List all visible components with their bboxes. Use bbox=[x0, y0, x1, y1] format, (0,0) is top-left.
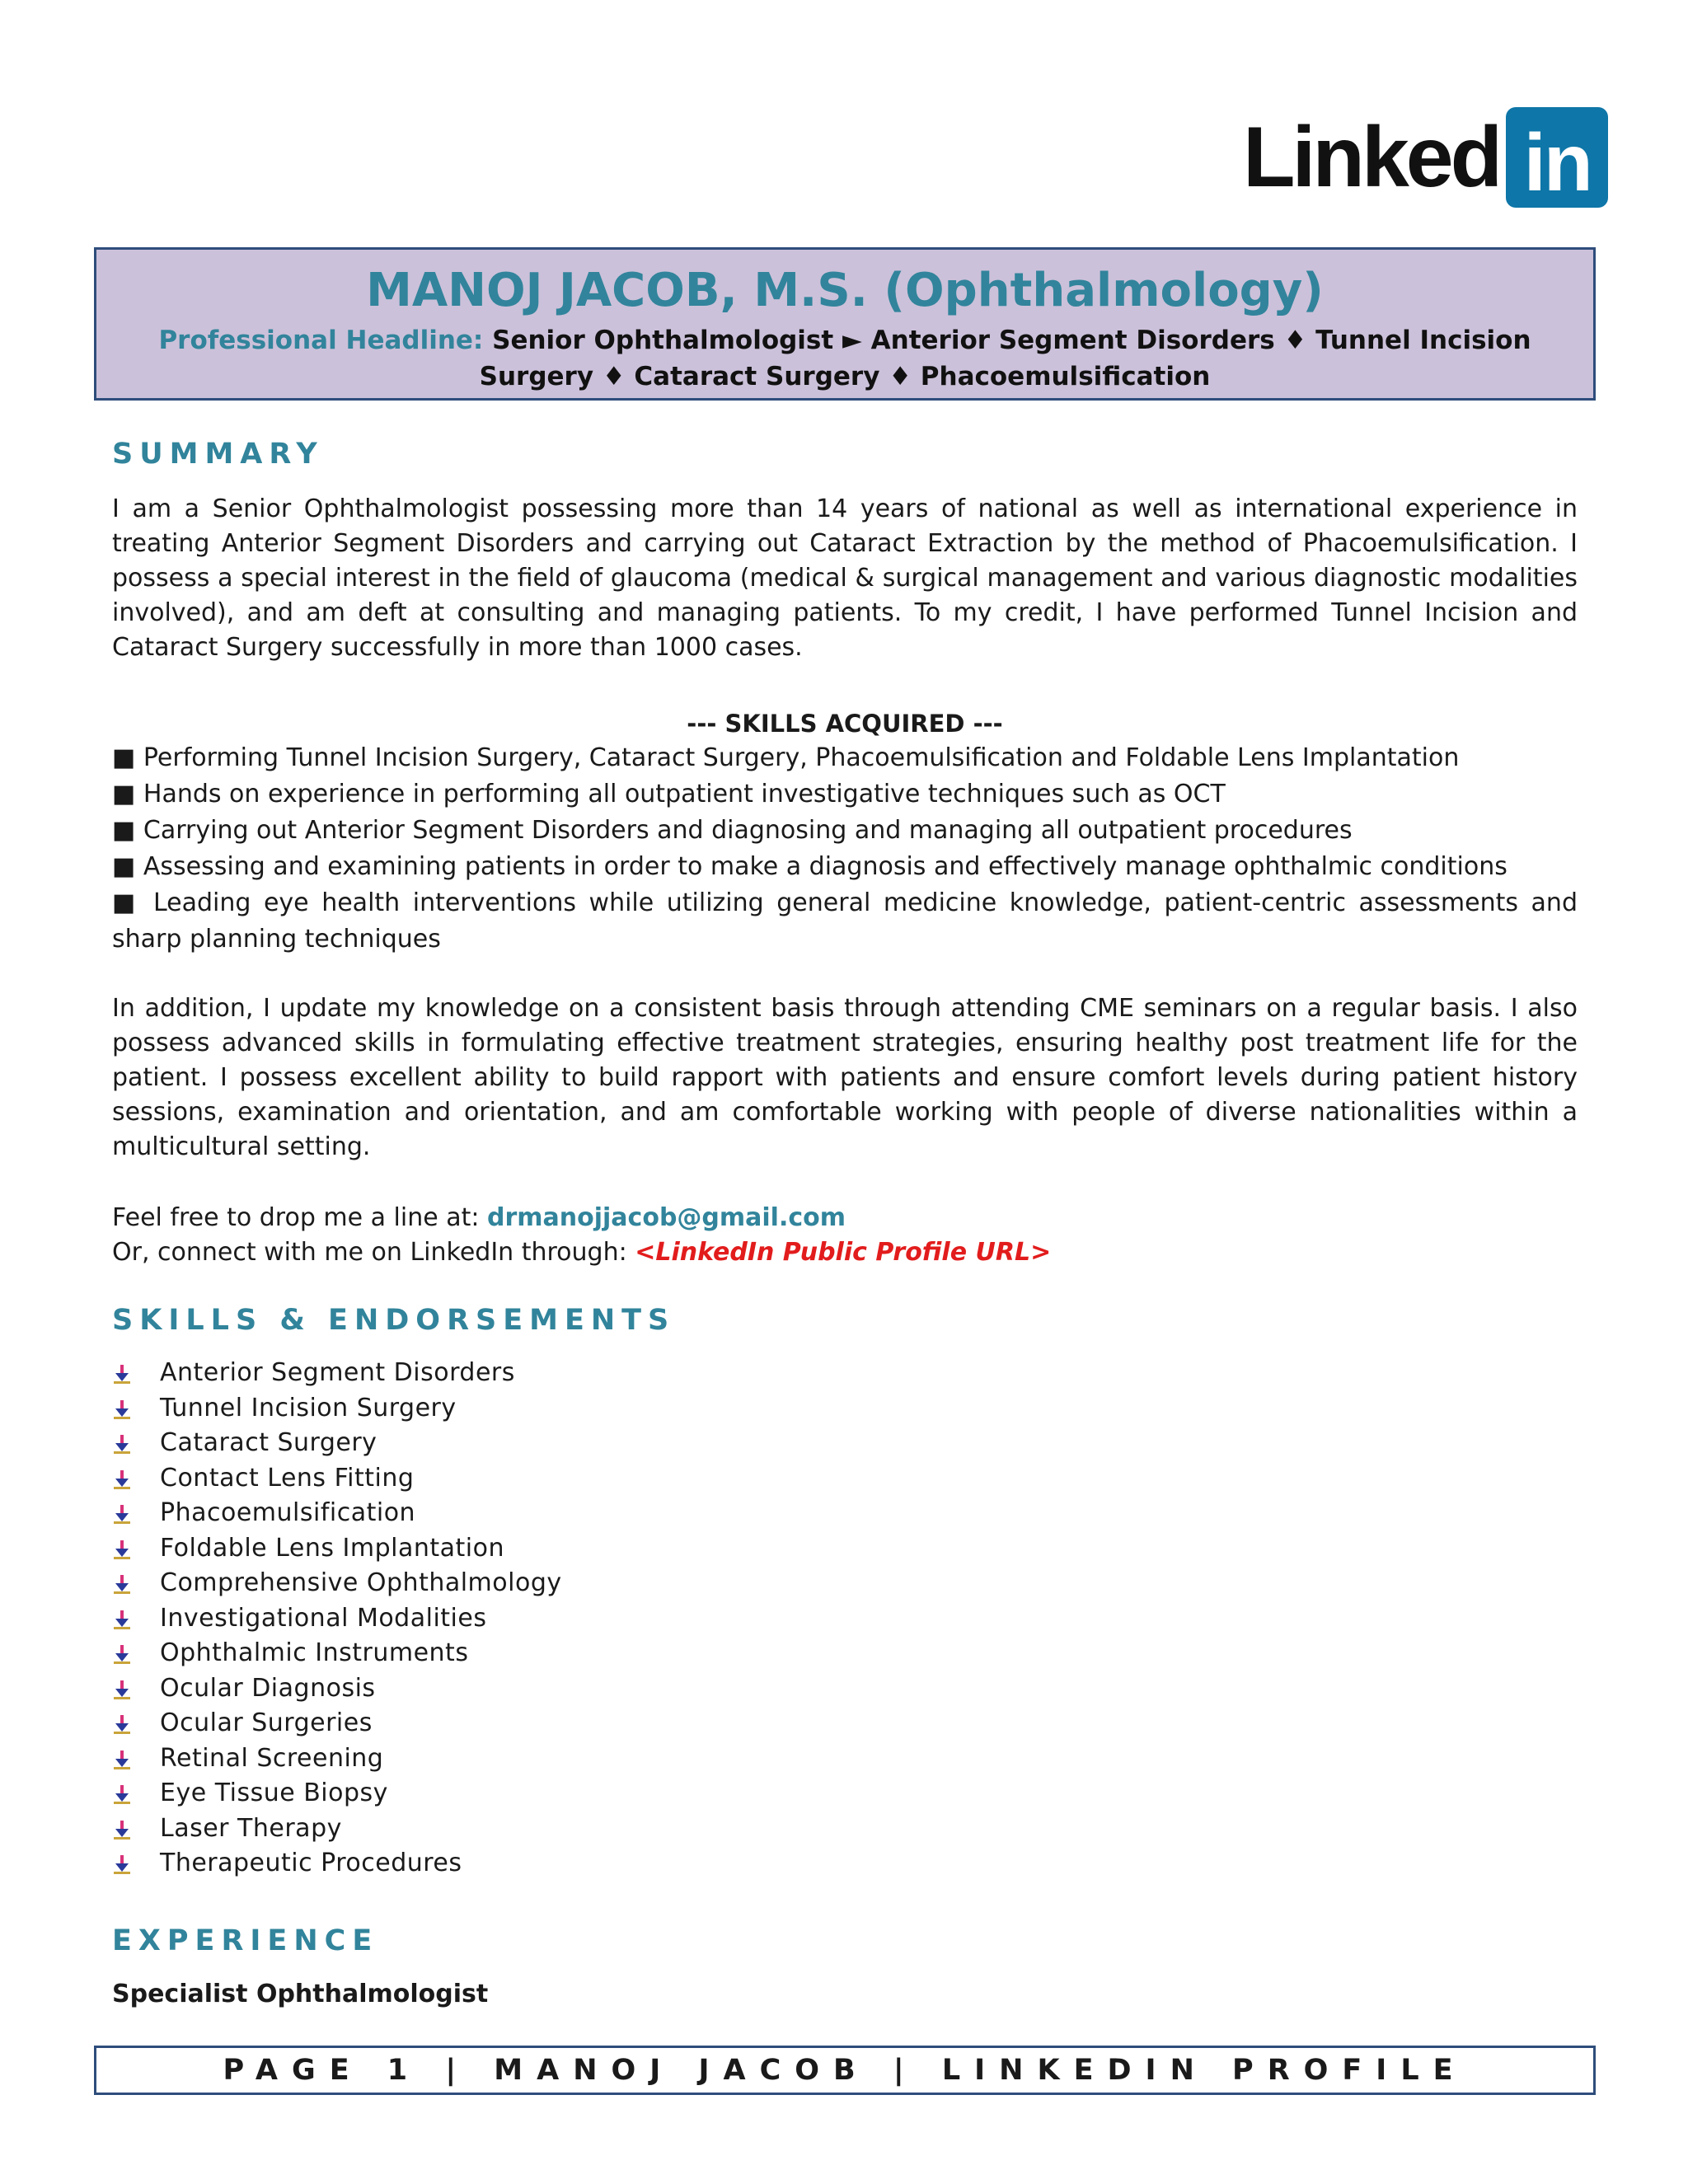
contact-linkedin-prefix: Or, connect with me on LinkedIn through: bbox=[112, 1238, 635, 1267]
contact-linkedin-line bbox=[112, 1235, 1051, 1270]
page-footer: PAGE 1 | MANOJ JACOB | LINKEDIN PROFILE bbox=[94, 2046, 1596, 2095]
arrow-down-bullet-icon bbox=[112, 1677, 132, 1700]
arrow-down-bullet-icon bbox=[112, 1537, 132, 1560]
skill-item bbox=[112, 1741, 562, 1777]
skill-label: Foldable Lens Implantation bbox=[160, 1533, 504, 1563]
skill-label: Laser Therapy bbox=[160, 1813, 342, 1843]
headline-label: Professional Headline: bbox=[158, 326, 484, 355]
summary-heading: SUMMARY bbox=[112, 438, 324, 471]
skills-endorsements-heading: SKILLS & ENDORSEMENTS bbox=[112, 1304, 676, 1337]
skill-item bbox=[112, 1706, 562, 1741]
email-link[interactable]: drmanojjacob@gmail.com bbox=[487, 1203, 846, 1232]
skill-label: Investigational Modalities bbox=[160, 1603, 487, 1633]
profile-header bbox=[94, 247, 1596, 401]
skill-label: Tunnel Incision Surgery bbox=[160, 1393, 457, 1422]
arrow-down-bullet-icon bbox=[112, 1502, 132, 1525]
skill-label: Ophthalmic Instruments bbox=[160, 1638, 469, 1667]
job-title: Specialist Ophthalmologist bbox=[112, 1980, 489, 2008]
skill-item bbox=[112, 1461, 562, 1497]
skill-item bbox=[112, 1671, 562, 1707]
arrow-down-bullet-icon bbox=[112, 1782, 132, 1805]
skill-label: Contact Lens Fitting bbox=[160, 1463, 415, 1493]
summary-paragraph-1: I am a Senior Ophthalmologist possessing more than 14 years of national as well as international experience in treating Anterior Segment Disorders and carrying out Cataract Extraction by the method of Phacoemulsification. I possess a special interest in the field of glaucoma (medical & surgical management and various diagnostic modalities involved), and am deft at consulting and managing patients. To my credit, I have performed Tunnel Incision and Cataract Surgery successfully in more than 1000 cases. bbox=[112, 494, 1578, 662]
arrow-down-bullet-icon bbox=[112, 1467, 132, 1490]
skill-label: Therapeutic Procedures bbox=[160, 1849, 462, 1877]
skills-acquired-title: --- SKILLS ACQUIRED --- bbox=[687, 710, 1003, 738]
skill-item bbox=[112, 1566, 562, 1601]
profile-name: MANOJ JACOB, M.S. (Ophthalmology) bbox=[366, 264, 1324, 317]
skill-item bbox=[112, 1636, 562, 1671]
contact-block bbox=[112, 1201, 1051, 1270]
arrow-down-bullet-icon bbox=[112, 1712, 132, 1735]
skill-item bbox=[112, 1846, 562, 1882]
contact-email-prefix: Feel free to drop me a line at: bbox=[112, 1203, 487, 1232]
experience-heading: EXPERIENCE bbox=[112, 1924, 379, 1957]
skill-item bbox=[112, 1601, 562, 1637]
skill-item bbox=[112, 1776, 562, 1811]
contact-email-line bbox=[112, 1201, 1051, 1235]
skill-label: Ocular Surgeries bbox=[160, 1708, 373, 1737]
skill-label: Phacoemulsification bbox=[160, 1498, 416, 1527]
logo-wordmark: Linked bbox=[1243, 110, 1500, 205]
skills-endorsements-list bbox=[112, 1356, 562, 1882]
arrow-down-bullet-icon bbox=[112, 1361, 132, 1385]
skill-item bbox=[112, 1356, 562, 1391]
arrow-down-bullet-icon bbox=[112, 1432, 132, 1455]
skill-label: Anterior Segment Disorders bbox=[160, 1358, 515, 1387]
linkedin-url-link[interactable]: <LinkedIn Public Profile URL> bbox=[635, 1238, 1052, 1267]
skill-label: Eye Tissue Biopsy bbox=[160, 1779, 388, 1807]
professional-headline bbox=[96, 322, 1593, 395]
skills-acquired-item: ■ Assessing and examining patients in order to make a diagnosis and effectively manage ophthalmic conditions bbox=[112, 852, 1507, 881]
headline-text: Senior Ophthalmologist ► Anterior Segment Disorders ♦ Tunnel Incision Surgery ♦ Cataract Surgery ♦ Phacoemulsification bbox=[479, 326, 1531, 391]
skills-acquired-item: ■ Hands on experience in performing all outpatient investigative techniques such as OCT bbox=[112, 780, 1226, 808]
skills-acquired-item: ■ Carrying out Anterior Segment Disorders and diagnosing and managing all outpatient procedures bbox=[112, 816, 1353, 845]
linkedin-logo bbox=[1243, 107, 1608, 208]
arrow-down-bullet-icon bbox=[112, 1852, 132, 1875]
skill-item bbox=[112, 1531, 562, 1567]
arrow-down-bullet-icon bbox=[112, 1572, 132, 1595]
arrow-down-bullet-icon bbox=[112, 1607, 132, 1630]
summary-paragraph-2: In addition, I update my knowledge on a consistent basis through attending CME seminars on a regular basis. I also possess advanced skills in formulating effective treatment strategies, ensuring healthy post treatment life for the patient. I possess excellent ability to build rapport with patients and ensure comfort levels during patient history sessions, examination and orientation, and am comfortable working with people of diverse nationalities within a multicultural setting. bbox=[112, 994, 1578, 1161]
skill-label: Comprehensive Ophthalmology bbox=[160, 1568, 562, 1597]
skill-label: Cataract Surgery bbox=[160, 1428, 377, 1457]
arrow-down-bullet-icon bbox=[112, 1817, 132, 1840]
skills-acquired-item: ■ Leading eye health interventions while utilizing general medicine knowledge, patient-centric assessments and sharp planning techniques bbox=[112, 888, 1578, 954]
skill-item bbox=[112, 1426, 562, 1461]
skills-acquired-list bbox=[112, 740, 1578, 958]
skill-label: Retinal Screening bbox=[160, 1743, 384, 1773]
skill-item bbox=[112, 1391, 562, 1427]
skills-acquired-item: ■ Performing Tunnel Incision Surgery, Cataract Surgery, Phacoemulsification and Foldable Lens Implantation bbox=[112, 743, 1460, 772]
skill-item bbox=[112, 1496, 562, 1531]
arrow-down-bullet-icon bbox=[112, 1642, 132, 1665]
logo-in-box: in bbox=[1506, 107, 1608, 208]
arrow-down-bullet-icon bbox=[112, 1397, 132, 1420]
skill-item bbox=[112, 1811, 562, 1847]
skill-label: Ocular Diagnosis bbox=[160, 1673, 376, 1703]
arrow-down-bullet-icon bbox=[112, 1747, 132, 1770]
